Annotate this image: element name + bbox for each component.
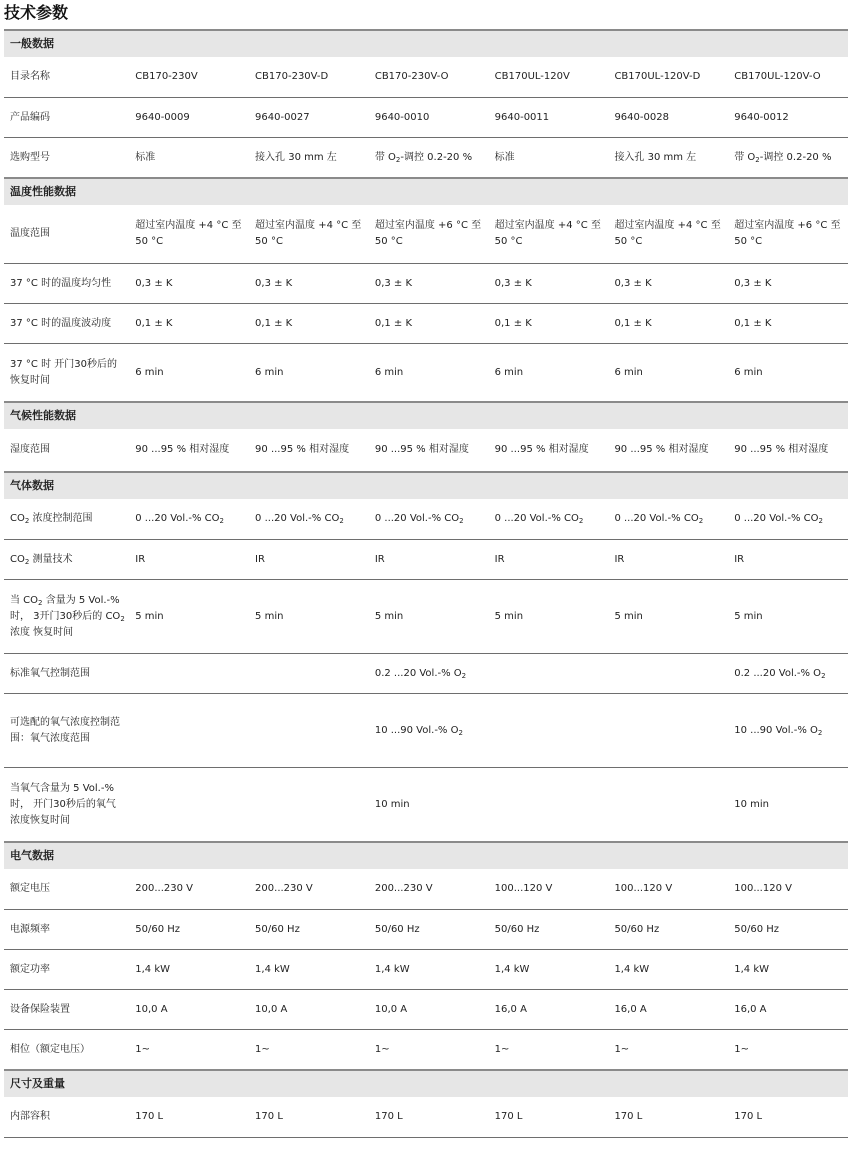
row-value: 0,1 ± K	[255, 317, 293, 329]
row-value: 0,1 ± K	[614, 317, 652, 329]
row-value: 90 ...95 % 相对湿度	[494, 444, 589, 455]
table-row	[4, 539, 848, 579]
row-value: 1,4 kW	[614, 963, 650, 975]
row-value: 9640-0027	[255, 111, 310, 123]
row-value: 9640-0012	[734, 111, 789, 123]
table-bottom-rule	[4, 1137, 848, 1138]
row-value: 1,4 kW	[135, 963, 171, 975]
row-value: CB170UL-120V	[494, 71, 570, 82]
row-value: 0 ...20 Vol.-% $CO_2$	[374, 513, 464, 525]
row-value: 6 min	[734, 366, 763, 378]
row-value: 接入孔 30 mm 左	[614, 151, 697, 163]
table-row	[4, 499, 848, 539]
row-value: 90 ...95 % 相对湿度	[374, 444, 469, 455]
row-value: 10 ...90 Vol.-% $O_2$	[734, 724, 823, 737]
row-value: 50/60 Hz	[255, 923, 300, 935]
section-heading: 气体数据	[4, 471, 848, 499]
table-row	[4, 303, 848, 343]
row-value: 0 ...20 Vol.-% $CO_2$	[494, 513, 584, 525]
row-value: 200...230 V	[135, 883, 193, 894]
row-value: 超过室内温度 +4 °C 至 50 °C	[614, 220, 721, 247]
row-value: 5 min	[494, 610, 524, 622]
row-value: 5 min	[614, 610, 643, 622]
row-value: IR	[614, 553, 625, 565]
row-value: 0.2 ...20 Vol.-% $O_2$	[734, 667, 826, 680]
row-label: 温度范围	[10, 228, 50, 239]
row-value: 0,3 ± K	[255, 277, 293, 289]
row-value: 1,4 kW	[494, 963, 530, 975]
row-value: 170 L	[614, 1111, 643, 1122]
row-value: 10 min	[374, 798, 410, 810]
row-value: 0,3 ± K	[734, 277, 772, 289]
spec-table	[4, 29, 848, 1138]
row-value: 0 ...20 Vol.-% $CO_2$	[135, 513, 224, 525]
row-value: 1,4 kW	[255, 963, 290, 975]
row-value: 带 $O_2-$调控 0.2-20 %	[734, 151, 832, 164]
row-value: 100...120 V	[734, 883, 792, 894]
row-value: 50/60 Hz	[734, 923, 779, 935]
row-value: 1~	[734, 1043, 749, 1055]
row-value: 16,0 A	[614, 1003, 647, 1015]
page-title: 技术参数	[4, 3, 69, 22]
row-label: 标准氧气控制范围	[10, 667, 90, 679]
row-value: 0,1 ± K	[494, 317, 532, 329]
row-value: CB170-230V	[135, 71, 198, 82]
row-value: 标准	[494, 151, 515, 163]
row-value: 200...230 V	[255, 883, 313, 894]
row-value: 5 min	[135, 610, 164, 622]
row-value: 1~	[494, 1043, 510, 1055]
table-row	[4, 205, 848, 263]
row-value: 10,0 A	[135, 1003, 168, 1015]
row-value: 0,1 ± K	[374, 317, 413, 329]
row-value: 9640-0028	[614, 111, 669, 123]
row-value: 带 $O_2-$调控 0.2-20 %	[374, 151, 473, 164]
row-value: 50/60 Hz	[374, 923, 420, 935]
table-row	[4, 137, 848, 177]
row-value: CB170UL-120V-D	[614, 71, 701, 82]
row-value: 5 min	[374, 610, 404, 622]
row-value: IR	[374, 553, 385, 565]
table-row	[4, 579, 848, 653]
row-value: IR	[135, 553, 146, 565]
row-value: 16,0 A	[494, 1003, 527, 1015]
row-value: 超过室内温度 +6 °C 至 50 °C	[734, 220, 841, 247]
row-label: 额定电压	[10, 883, 50, 894]
row-label: 电源频率	[10, 923, 50, 935]
row-value: 50/60 Hz	[614, 923, 660, 935]
row-value: 接入孔 30 mm 左	[255, 151, 337, 163]
row-value: 6 min	[255, 366, 284, 378]
row-label: $CO_2$ 浓度控制范围	[10, 513, 93, 525]
table-row	[4, 767, 848, 841]
table-row	[4, 429, 848, 471]
row-value: 5 min	[255, 610, 284, 622]
row-value: 1,4 kW	[734, 963, 769, 975]
row-value: 9640-0010	[374, 111, 430, 123]
table-row	[4, 949, 848, 989]
row-value: 0,1 ± K	[734, 317, 772, 329]
row-label: 产品编码	[10, 111, 50, 123]
row-value: 16,0 A	[734, 1003, 767, 1015]
table-row	[4, 869, 848, 909]
row-value: 9640-0011	[494, 111, 550, 123]
table-row	[4, 909, 848, 949]
row-value: 超过室内温度 +4 °C 至 50 °C	[135, 220, 242, 247]
row-value: IR	[494, 553, 505, 565]
row-label: 湿度范围	[10, 444, 50, 455]
row-value: IR	[255, 553, 265, 565]
row-value: 0,3 ± K	[494, 277, 532, 289]
row-label: 37 °C 时 开门30秒后的恢复时间	[10, 358, 117, 386]
table-row	[4, 57, 848, 97]
row-value: 10,0 A	[374, 1003, 408, 1015]
row-value: 0,3 ± K	[614, 277, 652, 289]
table-row	[4, 343, 848, 401]
row-label: 选购型号	[10, 151, 50, 163]
row-value: 90 ...95 % 相对湿度	[255, 444, 350, 455]
row-value: 50/60 Hz	[135, 923, 181, 935]
row-value: 标准	[135, 151, 156, 163]
section-heading: 温度性能数据	[4, 177, 848, 205]
table-row	[4, 653, 848, 693]
row-value: 1~	[255, 1043, 270, 1055]
row-value: 1~	[135, 1043, 150, 1055]
row-value: 5 min	[734, 610, 763, 622]
row-value: 0,1 ± K	[135, 317, 173, 329]
row-label: 37 °C 时的温度均匀性	[10, 277, 112, 289]
row-label: $CO_2$ 测量技术	[10, 553, 73, 566]
row-label: 内部容积	[10, 1111, 50, 1122]
row-value: 90 ...95 % 相对湿度	[734, 444, 829, 455]
row-label: 相位（额定电压）	[10, 1043, 90, 1055]
row-value: 90 ...95 % 相对湿度	[614, 444, 709, 455]
row-value: CB170-230V-D	[255, 71, 329, 82]
row-value: 10 min	[734, 798, 769, 810]
row-label: 额定功率	[10, 963, 50, 975]
row-value: 6 min	[374, 366, 404, 378]
row-label: 37 °C 时的温度波动度	[10, 317, 112, 329]
row-value: 170 L	[255, 1111, 283, 1122]
row-value: 10,0 A	[255, 1003, 288, 1015]
row-value: 超过室内温度 +4 °C 至 50 °C	[494, 220, 601, 247]
table-row	[4, 97, 848, 137]
row-value: IR	[734, 553, 745, 565]
row-value: 90 ...95 % 相对湿度	[135, 444, 230, 455]
section-heading: 电气数据	[4, 841, 848, 869]
table-row	[4, 263, 848, 303]
row-value: CB170UL-120V-O	[734, 71, 821, 82]
row-value: 170 L	[734, 1111, 763, 1122]
row-value: 超过室内温度 +4 °C 至 50 °C	[255, 220, 362, 247]
row-value: 50/60 Hz	[494, 923, 540, 935]
row-label: 当 $CO_2$ 含量为 5 Vol.-% 时， 3开门30秒后的 $CO_2$ 浓度 恢复时间	[10, 594, 125, 638]
row-value: 1~	[374, 1043, 390, 1055]
row-value: 0,3 ± K	[374, 277, 413, 289]
row-value: 6 min	[135, 366, 164, 378]
row-value: 0 ...20 Vol.-% $CO_2$	[734, 513, 823, 525]
row-value: 超过室内温度 +6 °C 至 50 °C	[374, 220, 482, 247]
row-value: 0 ...20 Vol.-% $CO_2$	[614, 513, 704, 525]
row-label: 当氧气含量为 5 Vol.-% 时， 开门30秒后的氧气浓度恢复时间	[10, 782, 116, 826]
table-row	[4, 1029, 848, 1069]
row-value: 100...120 V	[494, 883, 553, 894]
row-value: 170 L	[494, 1111, 523, 1122]
row-value: 170 L	[374, 1111, 403, 1122]
row-value: 170 L	[135, 1111, 164, 1122]
row-value: 6 min	[614, 366, 643, 378]
row-value: 0,3 ± K	[135, 277, 173, 289]
row-label: 设备保险装置	[10, 1003, 70, 1015]
table-row	[4, 693, 848, 767]
row-value: 200...230 V	[374, 883, 433, 894]
row-value: CB170-230V-O	[374, 71, 449, 82]
row-value: 1~	[614, 1043, 630, 1055]
table-row	[4, 1097, 848, 1137]
row-value: 0 ...20 Vol.-% $CO_2$	[255, 513, 344, 525]
row-value: 100...120 V	[614, 883, 673, 894]
row-label: 可选配的氧气浓度控制范围：氧气浓度范围	[10, 716, 120, 744]
table-row	[4, 989, 848, 1029]
row-value: 1,4 kW	[374, 963, 410, 975]
row-value: 10 ...90 Vol.-% $O_2$	[374, 724, 463, 737]
row-label: 目录名称	[10, 71, 50, 82]
row-value: 6 min	[494, 366, 524, 378]
section-heading: 一般数据	[4, 29, 848, 57]
section-heading: 尺寸及重量	[4, 1069, 848, 1097]
section-heading: 气候性能数据	[4, 401, 848, 429]
row-value: 9640-0009	[135, 111, 190, 123]
row-value: 0.2 ...20 Vol.-% $O_2$	[374, 667, 467, 680]
